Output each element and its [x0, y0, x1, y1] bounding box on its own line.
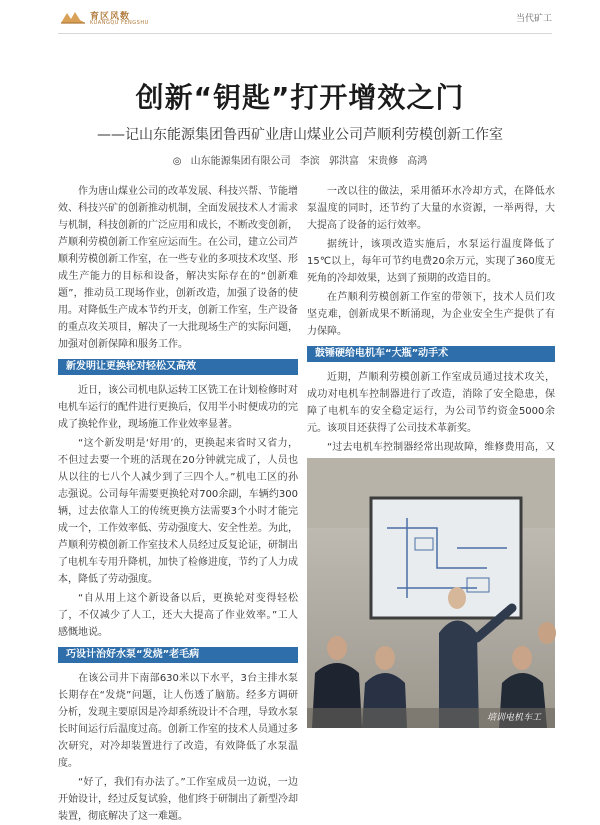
- paragraph: 一改以往的做法，采用循环水冷却方式，在降低水泵温度的同时，还节约了大量的水资源，一举两得，大大提高了设备的运行效率。: [307, 186, 555, 231]
- right-column: [307, 183, 555, 455]
- training-scene-illustration: [307, 458, 555, 728]
- paragraph: 近日，该公司机电队运转工区铣工在计划检修时对电机车运行的配件进行更换后，仅用半小时便成功的完成了换轮作业，现场施工作业效率显著。: [58, 385, 298, 430]
- section-heading-1: 新发明让更换轮对轻松又高效: [58, 359, 298, 375]
- paragraph: “过去电机车控制器经常出现故障，维修费用高，又: [327, 442, 555, 453]
- header-logo-icon: [60, 10, 86, 24]
- section-heading-2: 巧设计治好水泵“发烧”老毛病: [58, 647, 298, 663]
- photo-caption: 培训电机车工: [487, 713, 542, 723]
- header-logo-subtext: KUANGQU FENGSHU: [90, 20, 149, 26]
- page-header: [0, 0, 600, 34]
- paragraph: “好了，我们有办法了。”工作室成员一边说，一边开始设计，经过反复试验，他们终于研制出了新型冷却装置，彻底解决了这一难题。: [58, 777, 298, 822]
- intro-paragraph: 作为唐山煤业公司的改革发展、科技兴帮、节能增效、科技兴矿的创新推动机制，全面发展技术人才需求与机制，科技创新的广泛应用和成长，不断改变创新，芦顺利劳模创新工作室应运而生。在公司，建立公司芦顺利劳模创新工作室，在一些专业的多项技术攻坚、形成生产能力的目标和设备，解决实际存在的“创新难题”，推动员工现场作业，创新改造，加强了设备的使用。对降低生产成本节约开支，创新工作室，生产设备的重点攻关项目，解决了一大批现场生产的实际问题，加强对创新保障和服务工作。: [58, 186, 298, 350]
- article-title: 创新“钥匙”打开增效之门: [135, 81, 465, 114]
- paragraph: 在芦顺利劳模创新工作室的带领下，技术人员们攻坚克难，创新成果不断涌现，为企业安全生产提供了有力保障。: [307, 292, 555, 337]
- paragraph: 近期，芦顺利劳模创新工作室成员通过技术攻关，成功对电机车控制器进行了改造，消除了安全隐患，保障了电机车的安全稳定运行，为公司节约资金5000余元。该项目还获得了公司技术革新奖。: [307, 372, 555, 434]
- paragraph: 在该公司井下南部630米以下水平，3台主排水泵长期存在“发烧”问题，让人伤透了脑筋。经多方调研分析，发现主要原因是冷却系统设计不合理，导致水泵长时间运行后温度过高。创新工作室的技术人员通过多次研究，对冷却装置进行了改造，有效降低了水泵温度。: [58, 673, 298, 769]
- paragraph: “这个新发明是‘好用’的，更换起来省时又省力，不但过去要一个班的活现在20分钟就完成了，人员也从以往的七八个人减少到了三四个人。”机电工区的孙志强说。公司每年需要更换轮对700余副，车辆约300辆，过去依靠人工的传统更换方法需要3个小时才能完成一个，工作效率低、劳动强度大、安全性差。为此，芦顺利劳模创新工作室技术人员经过反复论证，研制出了电机车专用升降机，加快了检修进度，节约了人力成本，降低了劳动强度。: [58, 438, 298, 585]
- left-column: [58, 183, 298, 822]
- header-divider: [58, 33, 552, 34]
- paragraph: “自从用上这个新设备以后，更换轮对变得轻松了，不仅减少了人工，还大大提高了作业效率。”工人感慨地说。: [58, 593, 298, 638]
- article-subtitle: ——记山东能源集团鲁西矿业唐山煤业公司芦顺利劳模创新工作室: [97, 127, 503, 143]
- section-heading-3: 鼓锤硬给电机车“大瓶”动手术: [307, 346, 555, 362]
- header-section-name: 当代矿工: [515, 14, 552, 24]
- article-authors: ◎ 山东能源集团有限公司 李滨 郭洪富 宋贵修 高鸿: [172, 156, 428, 167]
- paragraph: 据统计，该项改造实施后，水泵运行温度降低了15℃以上，每年可节约电费20余万元，实现了360度无死角的冷却效果，达到了预期的改造目的。: [307, 239, 555, 284]
- article-photo: [307, 458, 555, 728]
- header-logo-text: 育区风数: [90, 12, 131, 22]
